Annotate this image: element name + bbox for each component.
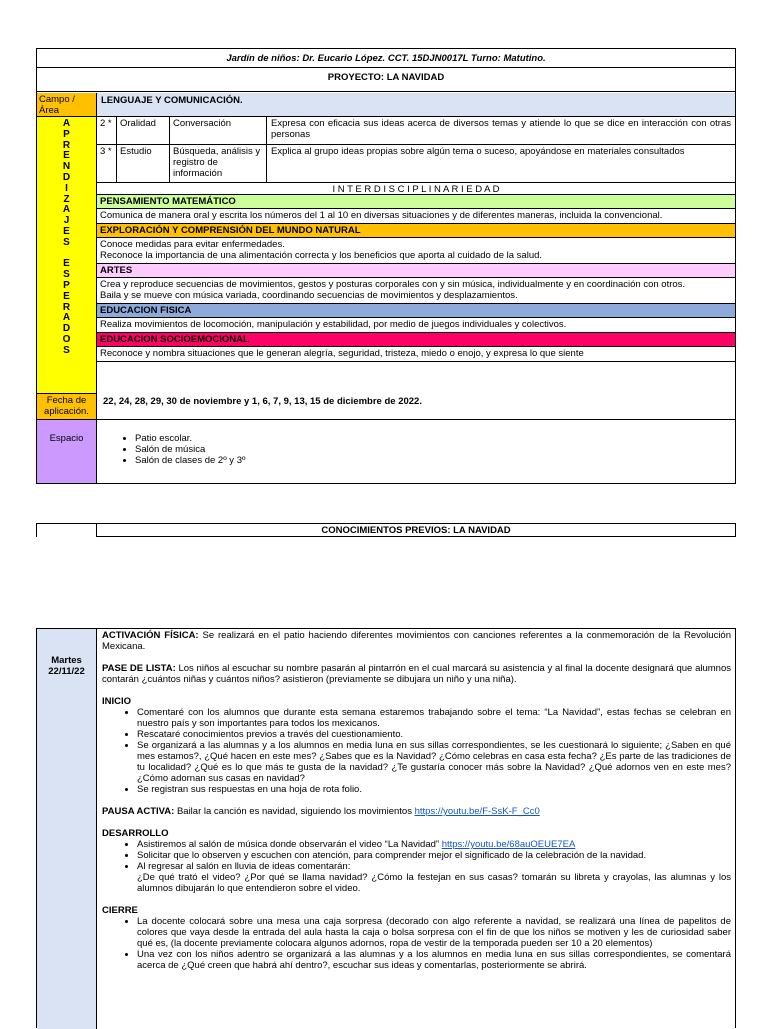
desarrollo-section [102,828,731,894]
desarrollo-item-text: Asistiremos al salón de música donde observarán el video “La Navidad” [137,839,442,850]
aprendizajes-letter: D [62,171,71,183]
pase-label: PASE DE LISTA: [102,663,176,674]
espacio-list-cell [97,420,735,483]
activacion-paragraph [102,630,731,652]
aprendizajes-letter: E [63,290,70,302]
list-item: • Salón de música [135,444,735,455]
aprendizajes-letter: O [62,333,71,345]
day-name: Martes [51,655,82,666]
list-item: • Solicitar que lo observen y escuchen con atención, para comprender mejor el significado de la celebración de la navidad. [137,850,731,861]
aprendizajes-letter: D [62,323,71,335]
area-line: Reconoce y nombra situaciones que le generan alegría, seguridad, tristeza, miedo o enojo, y expresa lo que siente [100,348,584,359]
espacio-list [97,433,735,466]
list-item: • La docente colocará sobre una mesa una caja sorpresa (decorado con algo referente a navidad, se realizará una línea de papelitos de colores que vaya desde la entrada del aula hasta la caja o bolsa sorpresa con el fin de que los niños se motiven y les de curiosidad saber qué es, (la docente previamente colocara algunos adornos, ropa de vestir de la temporada pueden ser 10 a 20 elementos) [137,916,731,949]
area-body [97,209,735,224]
aprendizajes-letter: I [65,182,68,194]
aprendizajes-letter: A [62,118,71,129]
inicio-title: INICIO [102,696,132,707]
aprendizajes-letter: Z [63,193,70,205]
activacion-text: Se realizará en el patio haciendo diferentes movimientos con canciones referentes a la conmemoración de la Revolución Mexicana. [102,630,731,652]
area-title: ARTES [97,264,735,278]
aprendizajes-letter: S [63,269,70,281]
aprendizaje-text: Expresa con eficacia sus ideas acerca de diversos temas y atiende lo que se dice en interacción con otras personas [271,118,731,140]
activacion-label: ACTIVACIÓN FÍSICA: [102,630,199,641]
area-title: EXPLORACIÓN Y COMPRENSIÓN DEL MUNDO NATURAL [97,224,735,238]
campo-label: Campo / Área [37,93,97,117]
area-body [97,318,735,333]
area-body [97,347,735,362]
desarrollo-after: ¿De qué trató el video? ¿Por qué se llama navidad? ¿Cómo la festejan en sus casas? tomarán su libreta y crayolas, las alumnas y los alumnos dibujarán lo que entendieron sobre el video. [137,872,731,894]
aprendizajes-letter: A [62,204,71,216]
plan-table [36,628,736,1028]
fecha-value: 22, 24, 28, 29, 30 de noviembre y 1, 6, 7, 9, 13, 15 de diciembre de 2022. [97,394,735,420]
area-line: Baila y se mueve con música variada, coordinando secuencias de movimientos y desplazamientos. [100,290,518,301]
row-number: 3 * [97,145,117,182]
fecha-label: Fecha de aplicación. [37,394,97,420]
lenguaje-row-1 [97,117,735,145]
aprendizajes-letter: E [63,258,70,270]
aprendizajes-letter: P [63,279,70,291]
interdisciplinariedad-label: I N T E R D I S C I P L I N A R I E D A D [97,182,735,195]
organizador-2: Búsqueda, análisis y registro de información [170,145,267,182]
area-title: PENSAMIENTO MATEMÁTICO [97,195,735,209]
organizador-1: Estudio [117,145,170,182]
campo-value: LENGUAJE Y COMUNICACIÓN. [97,93,735,117]
inicio-section [102,696,731,795]
aprendizajes-column [37,117,97,394]
day-cell [37,629,97,1029]
desarrollo-title: DESARROLLO [102,828,169,839]
area-line: Crea y reproduce secuencias de movimientos, gestos y posturas corporales con y sin música, individualmente y en coordinación con otros. [100,279,686,290]
lenguaje-row-2 [97,145,735,182]
aprendizajes-letter: E [63,150,70,162]
conocimientos-table [36,523,736,537]
pausa-link[interactable]: https://youtu.be/F-SsK-F_Cc0 [414,806,540,817]
organizador-1: Oralidad [117,117,170,144]
area-line: Conoce medidas para evitar enfermedades. [100,239,285,250]
list-item: • Comentaré con los alumnos que durante esta semana estaremos trabajando sobre el tema: “La Navidad”, estas fechas se celebran en nuestro país y son importantes para todos los mexicanos. [137,707,731,729]
cierre-title: CIERRE [102,905,138,916]
desarrollo-list [102,839,731,872]
aprendizajes-letter: E [63,225,70,237]
aprendizajes-letter: R [62,139,71,151]
espacio-label: Espacio [37,420,97,483]
cierre-section [102,905,731,971]
area-line: Realiza movimientos de locomoción, manipulación y estabilidad, por medio de juegos individuales y colectivos. [100,319,567,330]
area-line: Reconoce la importancia de una alimentación correcta y los beneficios que aporta al cuidado de la salud. [100,250,543,261]
pase-paragraph [102,663,731,685]
area-line: Comunica de manera oral y escrita los números del 1 al 10 en diversas situaciones y de diferentes maneras, incluida la convencional. [100,210,663,221]
aprendizajes-letter: S [63,236,70,248]
aprendizajes-letter: A [62,312,71,324]
area-body [97,238,735,264]
aprendizajes-letter: P [63,128,70,140]
pase-text: Los niños al escuchar su nombre pasarán al pintarrón en el cual marcará su asistencia y al final la docente designará que alumnos contarán ¿cuántos niñas y cuántos niños? asistieron (previamente se dibujara un niño y una niña). [102,663,731,685]
desarrollo-link[interactable]: https://youtu.be/68auOEUE7EA [441,839,576,850]
pausa-text: Bailar la canción es navidad, siguiendo los movimientos [174,806,415,817]
day-date: 22/11/22 [48,666,85,677]
list-item: • Se organizará a las alumnas y a los alumnos en media luna en sus sillas correspondientes, se les cuestionará lo siguiente; ¿Saben en qué mes estamos?, ¿Qué hacen en este mes? ¿Sabes que es la Navidad? ¿Cómo celebras en casa esta fecha? ¿Es parte de las tradiciones de tu localidad? ¿Qué es lo que más te gusta de la navidad? ¿Te gustaría conocer más sobre la Navidad? ¿Qué adornos ven en este mes? ¿Cómo adornan sus casas en navidad? [137,740,731,784]
aprendizajes-letter: J [63,215,70,227]
aprendizajes-letter: R [62,301,71,313]
list-item: • Se registran sus respuestas en una hoja de rota folio. [137,784,731,795]
list-item: • Salón de clases de 2º y 3º [135,455,735,466]
list-item: • Al regresar al salón en lluvia de ideas comentarán: [137,861,731,872]
area-body [97,278,735,304]
conocimientos-title: CONOCIMIENTOS PREVIOS: LA NAVIDAD [97,524,735,537]
pausa-label: PAUSA ACTIVA: [102,806,175,817]
conocimientos-left-cell [37,524,97,537]
aprendizajes-letter: S [63,344,70,356]
project-title: PROYECTO: LA NAVIDAD [37,68,735,92]
cierre-list [102,916,731,971]
list-item: • Una vez con los niños adentro se organizará a las alumnas y a los alumnos en media luna en sus sillas correspondientes, se comentará acerca de ¿Qué creen que habrá ahí dentro?, escuchar sus ideas y comentarlas, posteriormente se abrirá. [137,949,731,971]
area-title: EDUCACION SOCIOEMOCIONAL [97,333,735,347]
school-header: Jardín de niños: Dr. Eucario López. CCT. 15DJN0017L Turno: Matutino. [37,49,735,68]
areas-list [97,195,735,362]
inicio-list [102,707,731,795]
list-item: • Patio escolar. [135,433,735,444]
list-item [137,839,731,850]
aprendizajes-letters [37,119,96,357]
aprendizajes-letter: N [62,161,71,173]
row-number: 2 * [97,117,117,144]
plan-content [98,629,735,972]
pausa-paragraph [102,806,731,817]
area-title: EDUCACION FISICA [97,304,735,318]
aprendizaje-text: Explica al grupo ideas propias sobre algún tema o suceso, apoyándose en materiales consultados [271,146,685,157]
list-item: • Rescataré conocimientos previos a través del cuestionamiento. [137,729,731,740]
organizador-2: Conversación [170,117,267,144]
